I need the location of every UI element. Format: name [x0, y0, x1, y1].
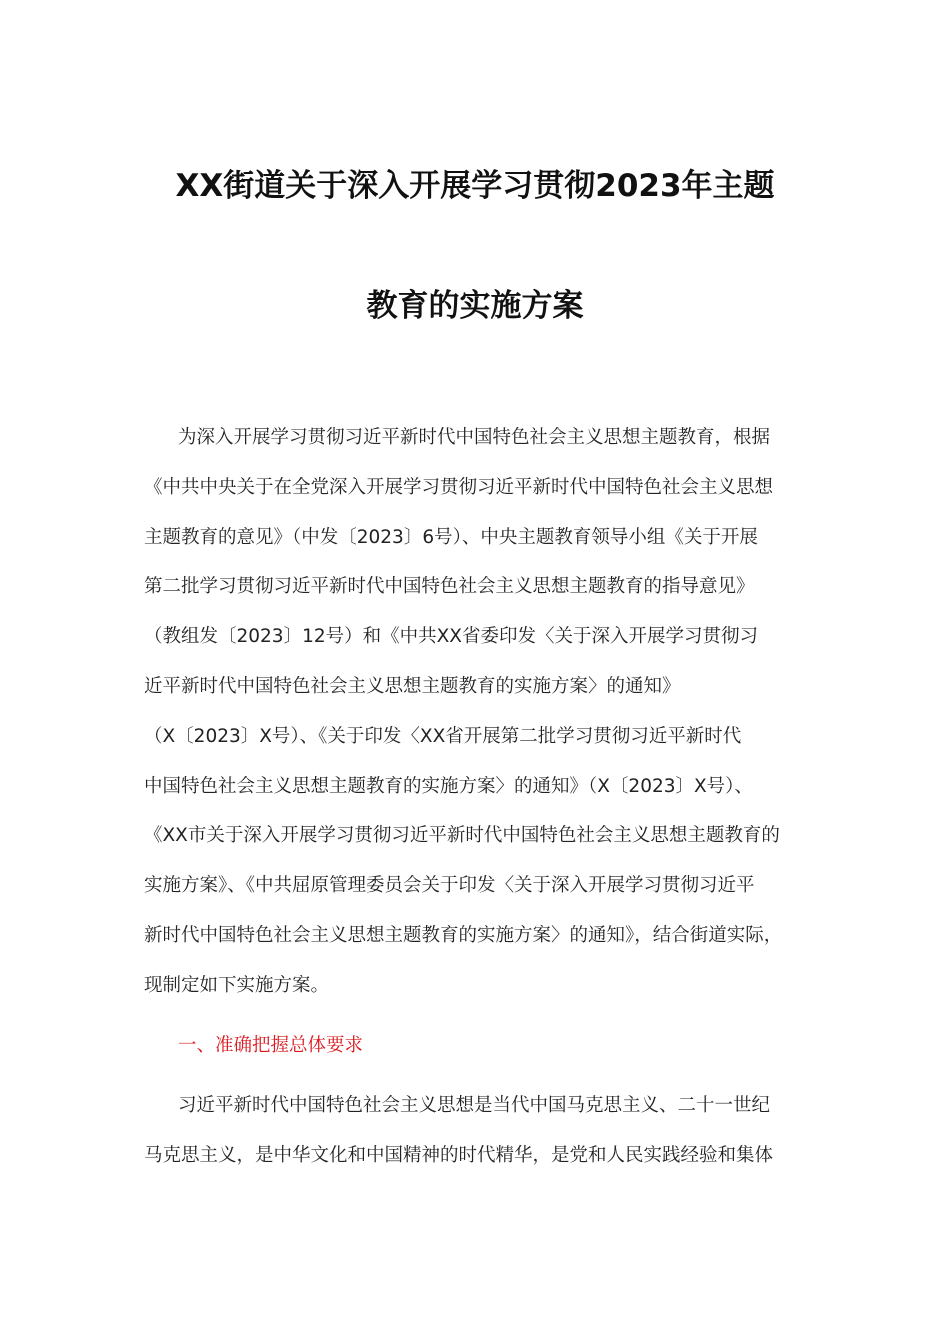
intro-paragraph-line: 中国特色社会主义思想主题教育的实施方案〉的通知》（X〔2023〕X号）、 — [144, 776, 753, 797]
intro-paragraph-line: 《中共中央关于在全党深入开展学习贯彻习近平新时代中国特色社会主义思想 — [144, 477, 774, 498]
intro-paragraph-line: 近平新时代中国特色社会主义思想主题教育的实施方案〉的通知》 — [144, 676, 681, 697]
intro-paragraph-line: 实施方案》、《中共屈原管理委员会关于印发〈关于深入开展学习贯彻习近平 — [144, 875, 755, 896]
section-paragraph-line: 马克思主义，是中华文化和中国精神的时代精华，是党和人民实践经验和集体 — [144, 1145, 774, 1166]
document-title-line-1: XX街道关于深入开展学习贯彻2023年主题 — [175, 168, 775, 204]
section-heading: 一、准确把握总体要求 — [178, 1035, 364, 1056]
intro-paragraph-line: 现制定如下实施方案。 — [144, 975, 330, 996]
intro-paragraph-line: （教组发〔2023〕12号）和《中共XX省委印发〈关于深入开展学习贯彻习 — [144, 626, 758, 647]
intro-paragraph-line: 主题教育的意见》（中发〔2023〕6号）、中央主题教育领导小组《关于开展 — [144, 527, 758, 548]
intro-paragraph-line: 第二批学习贯彻习近平新时代中国特色社会主义思想主题教育的指导意见》 — [144, 576, 755, 597]
intro-paragraph-line: （X〔2023〕X号）、《关于印发〈XX省开展第二批学习贯彻习近平新时代 — [144, 726, 742, 747]
intro-paragraph-line: 为深入开展学习贯彻习近平新时代中国特色社会主义思想主题教育，根据 — [178, 427, 771, 448]
section-paragraph-line: 习近平新时代中国特色社会主义思想是当代中国马克思主义、二十一世纪 — [178, 1095, 771, 1116]
intro-paragraph-line: 《XX市关于深入开展学习贯彻习近平新时代中国特色社会主义思想主题教育的 — [144, 825, 780, 846]
intro-paragraph-line: 新时代中国特色社会主义思想主题教育的实施方案〉的通知》，结合街道实际， — [144, 925, 783, 946]
document-title-line-2: 教育的实施方案 — [366, 288, 584, 324]
